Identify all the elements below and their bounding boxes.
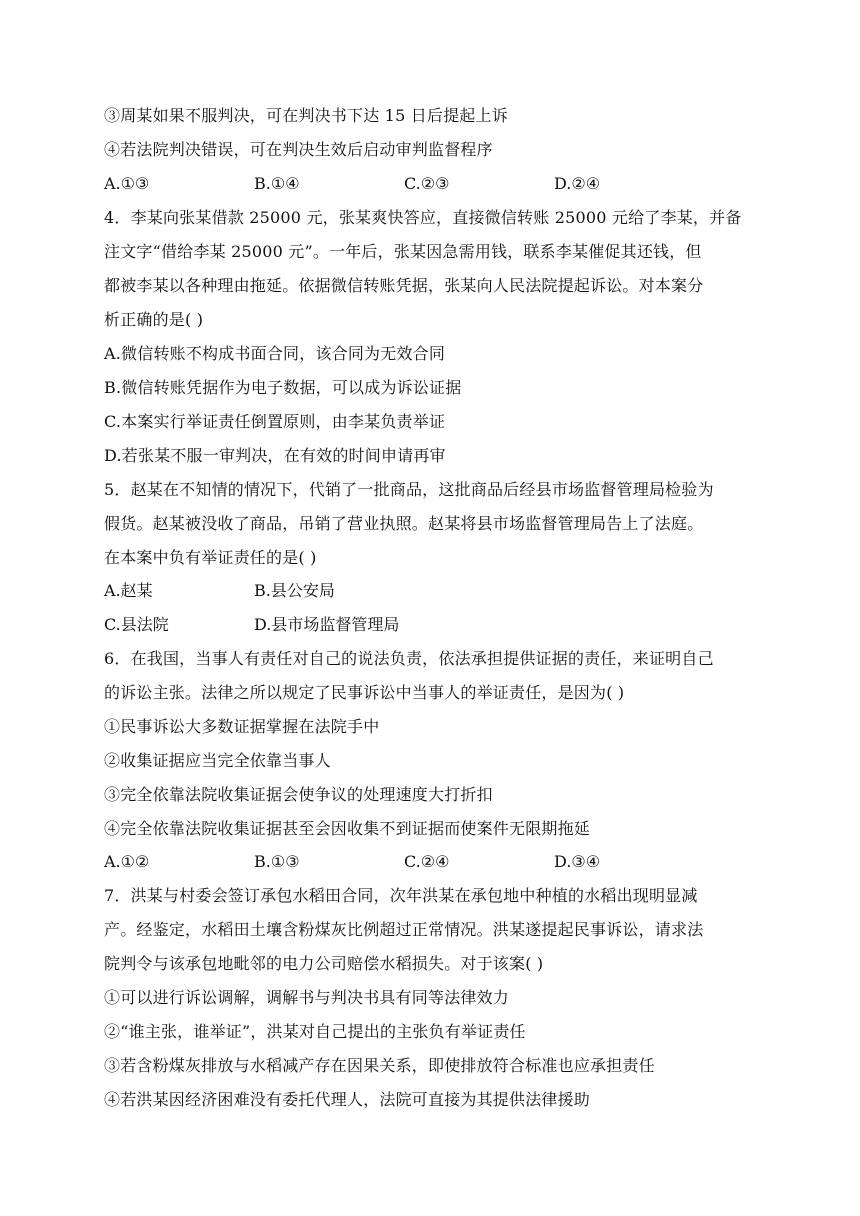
q5-stem-line: 在本案中负有举证责任的是( ) [104, 548, 317, 567]
q4-option-d: D.若张某不服一审判决，在有效的时间申请再审 [104, 446, 446, 465]
q6-option-d: D.③④ [554, 852, 601, 871]
q5-option-c: C.县法院 [104, 615, 169, 634]
q7-stem-line: 产。经鉴定，水稻田土壤含粉煤灰比例超过正常情况。洪某遂提起民事诉讼，请求法 [104, 920, 704, 939]
q3-option-d: D.②④ [554, 174, 601, 193]
q3-option-b: B.①④ [254, 174, 300, 193]
q6-item-3: ③完全依靠法院收集证据会使争议的处理速度大打折扣 [104, 785, 493, 804]
q7-stem-line: 7．洪某与村委会签订承包水稻田合同，次年洪某在承包地中种植的水稻出现明显减 [104, 886, 698, 905]
q5-option-d: D.县市场监督管理局 [254, 615, 400, 634]
q6-option-c: C.②④ [404, 852, 450, 871]
q4-stem-line: 4．李某向张某借款 25000 元，张某爽快答应，直接微信转账 25000 元给了李某，并备 [104, 208, 742, 227]
q6-option-a: A.①② [104, 852, 150, 871]
q7-item-2: ②“谁主张，谁举证”，洪某对自己提出的主张负有举证责任 [104, 1022, 526, 1041]
q7-stem-line: 院判令与该承包地毗邻的电力公司赔偿水稻损失。对于该案( ) [104, 954, 544, 973]
q6-stem-line: 6．在我国，当事人有责任对自己的说法负责，依法承担提供证据的责任，来证明自己 [104, 649, 714, 668]
q6-stem-line: 的诉讼主张。法律之所以规定了民事诉讼中当事人的举证责任，是因为( ) [104, 683, 625, 702]
q6-option-b: B.①③ [254, 852, 300, 871]
q5-option-b: B.县公安局 [254, 581, 335, 600]
q3-option-c: C.②③ [404, 174, 450, 193]
q6-item-1: ①民事诉讼大多数证据掌握在法院手中 [104, 717, 380, 736]
q3-item-4: ④若法院判决错误，可在判决生效后启动审判监督程序 [104, 140, 493, 159]
q4-option-c: C.本案实行举证责任倒置原则，由李某负责举证 [104, 412, 446, 431]
q7-item-1: ①可以进行诉讼调解，调解书与判决书具有同等法律效力 [104, 988, 510, 1007]
q4-stem-line: 都被李某以各种理由拖延。依据微信转账凭据，张某向人民法院提起诉讼。对本案分 [104, 276, 704, 295]
q3-option-a: A.①③ [104, 174, 150, 193]
q6-item-4: ④完全依靠法院收集证据甚至会因收集不到证据而使案件无限期拖延 [104, 819, 591, 838]
q7-item-4: ④若洪某因经济困难没有委托代理人，法院可直接为其提供法律援助 [104, 1090, 591, 1109]
q5-stem-line: 5．赵某在不知情的情况下，代销了一批商品，这批商品后经县市场监督管理局检验为 [104, 480, 714, 499]
q3-item-3: ③周某如果不服判决，可在判决书下达 15 日后提起上诉 [104, 106, 508, 125]
q4-option-b: B.微信转账凭据作为电子数据，可以成为诉讼证据 [104, 378, 462, 397]
q4-stem-line: 注文字“借给李某 25000 元”。一年后，张某因急需用钱，联系李某催促其还钱，但 [104, 242, 702, 261]
q4-option-a: A.微信转账不构成书面合同，该合同为无效合同 [104, 344, 446, 363]
q7-item-3: ③若含粉煤灰排放与水稻减产存在因果关系，即使排放符合标准也应承担责任 [104, 1056, 655, 1075]
q4-stem-line: 析正确的是( ) [104, 310, 204, 329]
q6-item-2: ②收集证据应当完全依靠当事人 [104, 751, 331, 770]
q5-stem-line: 假货。赵某被没收了商品，吊销了营业执照。赵某将县市场监督管理局告上了法庭。 [104, 514, 704, 533]
q5-option-a: A.赵某 [104, 581, 153, 600]
